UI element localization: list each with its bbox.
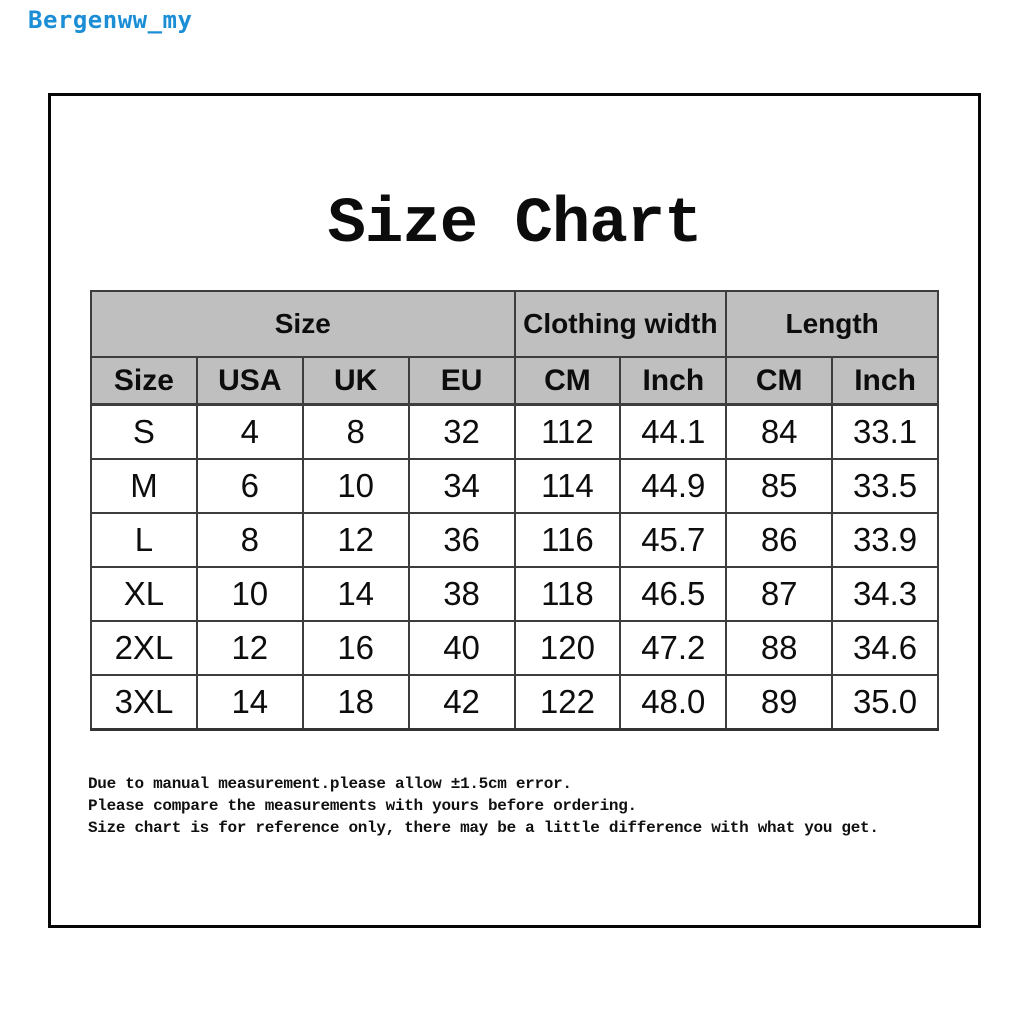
size-value-cell: 12 <box>197 621 303 675</box>
table-row <box>91 567 938 621</box>
size-value-cell: 10 <box>303 459 409 513</box>
size-chart-panel <box>48 93 981 928</box>
size-chart-table <box>90 290 939 731</box>
table-row <box>91 513 938 567</box>
column-header-row <box>91 357 938 405</box>
size-value-cell: 86 <box>726 513 832 567</box>
size-value-cell: 45.7 <box>620 513 726 567</box>
note-line: Please compare the measurements with yours before ordering. <box>88 797 637 815</box>
size-value-cell: 122 <box>515 675 621 730</box>
size-value-cell: 38 <box>409 567 515 621</box>
group-header-cell: Clothing width <box>515 291 727 357</box>
column-header-cell: UK <box>303 357 409 405</box>
size-value-cell: 116 <box>515 513 621 567</box>
size-value-cell: 85 <box>726 459 832 513</box>
size-value-cell: 8 <box>197 513 303 567</box>
column-header-cell: USA <box>197 357 303 405</box>
size-value-cell: 46.5 <box>620 567 726 621</box>
size-value-cell: 2XL <box>91 621 197 675</box>
column-header-cell: Inch <box>620 357 726 405</box>
size-value-cell: 10 <box>197 567 303 621</box>
size-value-cell: 114 <box>515 459 621 513</box>
group-header-cell: Length <box>726 291 938 357</box>
size-value-cell: 33.1 <box>832 405 938 460</box>
group-header-row <box>91 291 938 357</box>
size-chart-title: Size Chart <box>327 189 702 261</box>
table-row <box>91 675 938 730</box>
note-line: Due to manual measurement.please allow ±1.5cm error. <box>88 775 572 793</box>
size-value-cell: 120 <box>515 621 621 675</box>
column-header-cell: Size <box>91 357 197 405</box>
size-value-cell: 44.9 <box>620 459 726 513</box>
size-value-cell: 89 <box>726 675 832 730</box>
size-value-cell: 12 <box>303 513 409 567</box>
table-row <box>91 459 938 513</box>
size-value-cell: L <box>91 513 197 567</box>
size-value-cell: 18 <box>303 675 409 730</box>
size-value-cell: 34 <box>409 459 515 513</box>
size-value-cell: 48.0 <box>620 675 726 730</box>
column-header-cell: CM <box>726 357 832 405</box>
store-watermark: Bergenww_my <box>28 6 193 34</box>
size-value-cell: 42 <box>409 675 515 730</box>
size-value-cell: 4 <box>197 405 303 460</box>
size-value-cell: 84 <box>726 405 832 460</box>
size-value-cell: S <box>91 405 197 460</box>
group-header-cell: Size <box>91 291 515 357</box>
size-value-cell: 33.5 <box>832 459 938 513</box>
size-value-cell: 32 <box>409 405 515 460</box>
size-value-cell: 14 <box>303 567 409 621</box>
size-value-cell: 14 <box>197 675 303 730</box>
size-value-cell: 88 <box>726 621 832 675</box>
column-header-cell: EU <box>409 357 515 405</box>
size-value-cell: 16 <box>303 621 409 675</box>
size-value-cell: 44.1 <box>620 405 726 460</box>
size-value-cell: 36 <box>409 513 515 567</box>
notes-block <box>88 773 978 839</box>
size-value-cell: 34.6 <box>832 621 938 675</box>
size-value-cell: 3XL <box>91 675 197 730</box>
column-header-cell: CM <box>515 357 621 405</box>
size-value-cell: 33.9 <box>832 513 938 567</box>
size-value-cell: 40 <box>409 621 515 675</box>
size-value-cell: 87 <box>726 567 832 621</box>
table-body <box>91 405 938 730</box>
size-value-cell: 35.0 <box>832 675 938 730</box>
size-value-cell: 8 <box>303 405 409 460</box>
size-value-cell: 34.3 <box>832 567 938 621</box>
note-line: Size chart is for reference only, there may be a little difference with what you get. <box>88 819 879 837</box>
table-row <box>91 405 938 460</box>
size-value-cell: XL <box>91 567 197 621</box>
size-value-cell: 118 <box>515 567 621 621</box>
size-value-cell: 6 <box>197 459 303 513</box>
table-row <box>91 621 938 675</box>
table-header <box>91 291 938 405</box>
column-header-cell: Inch <box>832 357 938 405</box>
size-value-cell: 47.2 <box>620 621 726 675</box>
size-value-cell: 112 <box>515 405 621 460</box>
size-value-cell: M <box>91 459 197 513</box>
